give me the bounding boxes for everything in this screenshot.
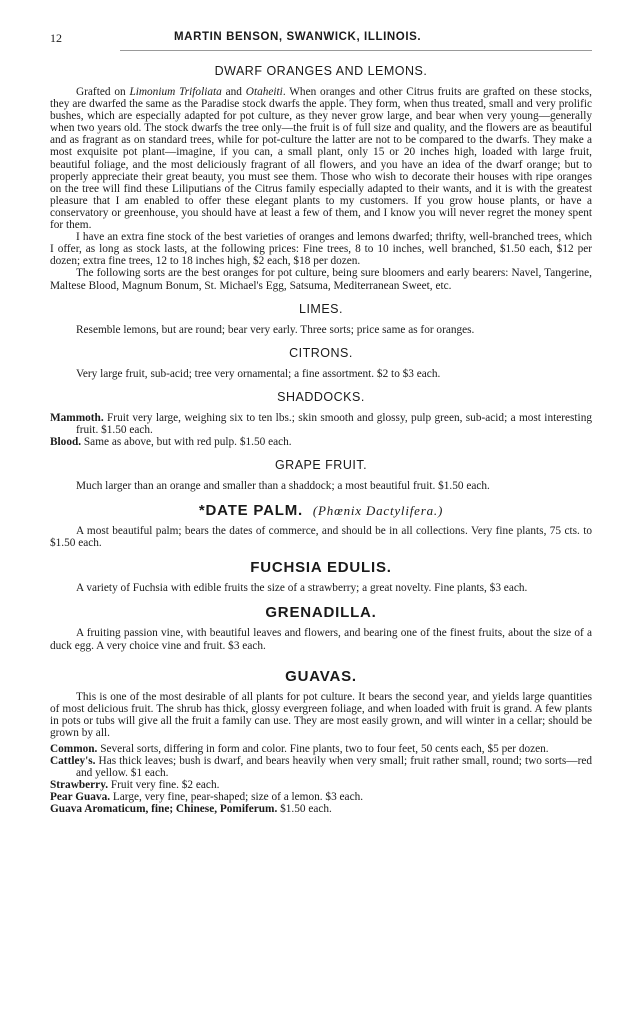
guava-strawberry: Strawberry. Fruit very fine. $2 each. <box>50 779 220 792</box>
running-head <box>50 28 592 48</box>
limes-heading: LIMES. <box>299 301 343 316</box>
citrons-text: Very large fruit, sub-acid; tree very ornamental; a fine assortment. $2 to $3 each. <box>76 367 441 380</box>
guava-common: Common. Several sorts, differing in form and color. Fine plants, two to four feet, 50 cents each, $5 per dozen. <box>50 743 549 755</box>
shaddocks-heading: SHADDOCKS. <box>277 389 365 404</box>
guavas-heading: GUAVAS. <box>285 667 357 685</box>
fuchsia-heading: FUCHSIA EDULIS. <box>250 559 392 577</box>
guavas-intro: This is one of the most desirable of all plants for pot culture. It bears the second year, and yields large quantities of most delicious fruit. The shrub has thick, glossy evergreen foliage, and when loaded with fruit is grand. A few plants in pots or tubs will give all the fruit a family can use. They are most easily grown, and will winter in a cellar; should be grown by all. <box>50 690 592 739</box>
grenadilla-text: A fruiting passion vine, with beautiful leaves and flowers, and bearing one of the finest fruits, about the size of a duck egg. A very choice vine and fruit. $3 each. <box>50 627 592 652</box>
shaddock-blood: Blood. Same as above, but with red pulp. $1.50 each. <box>50 435 292 448</box>
dwarf-oranges-intro: Grafted on Limonium Trifoliata and Otaheiti. When oranges and other Citrus fruits are grafted on these stocks, they are dwarfed the same as the Paradise stock dwarfs the apple. They form, when thus treated, small and very prolific bushes, which are especially adapted for pot culture, as they never grow large, and bear when very young—generally when two years old. The stock dwarfs the tree only—the fruit is of full size and quality, and the flowers are as beautiful and as fragrant as on standard trees, while for pot-culture the latter are not to be compared to the dwarfs. They make a most exquisite pot plant—imagine, if you can, a small plant, only 15 or 20 inches high, loaded with large fruit, beautiful foliage, and the most deliciously fragrant of all flowers, and you have an idea of the dwarf orange; but to properly appreciate their great beauty, you must see them. Those who wish to decorate their houses with ripe oranges on the tree will find these Liliputians of the Citrus family especially adapted to their wants, and it is with the greatest pleasure that I am enabled to offer these elegant plants to my customers. If you grow house plants, or have a conservatory or greenhouse, you should have at least a few of them, and I know you will never regret the money spent for them. <box>50 86 592 232</box>
guava-aromaticum: Guava Aromaticum, fine; Chinese, Pomiferum. $1.50 each. <box>50 803 332 816</box>
guava-pear: Pear Guava. Large, very fine, pear-shaped; size of a lemon. $3 each. <box>50 791 364 804</box>
dwarf-oranges-prices: I have an extra fine stock of the best varieties of oranges and lemons dwarfed; thrifty, well-branched trees, which I offer, as long as stock lasts, at the following prices: Fine trees, 8 to 10 inches, well branched, $1.50 each, $12 per dozen; extra fine trees, 12 to 18 inches high, $2 each, $18 per dozen. <box>50 231 592 268</box>
catalog-page <box>50 28 592 816</box>
limes-text: Resemble lemons, but are round; bear very early. Three sorts; price same as for oranges. <box>76 323 475 336</box>
date-palm-text: A most beautiful palm; bears the dates of commerce, and should be in all collections. Very fine plants, 75 cts. to $1.50 each. <box>50 525 592 550</box>
dwarf-oranges-sorts: The following sorts are the best oranges for pot culture, being sure bloomers and early bearers: Navel, Tangerine, Maltese Blood, Magnum Bonum, St. Michael's Egg, Satsuma, Mediterranean Sweet, etc. <box>50 267 592 292</box>
guava-cattleys: Cattley's. Has thick leaves; bush is dwarf, and bears heavily when very small; fruit rather small, round; two sorts—red and yellow. $1 each. <box>50 755 592 780</box>
shaddock-mammoth: Mammoth. Fruit very large, weighing six to ten lbs.; skin smooth and glossy, pulp green, sub-acid; a most interesting fruit. $1.50 each. <box>50 411 592 436</box>
page-number: 12 <box>50 31 62 45</box>
grape-fruit-text: Much larger than an orange and smaller than a shaddock; a most beautiful fruit. $1.50 each. <box>76 480 490 493</box>
date-palm-heading: *DATE PALM. (Phœnix Dactylifera.) <box>198 502 444 520</box>
citrons-heading: CITRONS. <box>289 345 353 360</box>
page-header-title: MARTIN BENSON, SWANWICK, ILLINOIS. <box>174 31 422 43</box>
header-rule <box>120 50 592 51</box>
dwarf-oranges-heading: DWARF ORANGES AND LEMONS. <box>214 64 428 78</box>
fuchsia-text: A variety of Fuchsia with edible fruits the size of a strawberry; a great novelty. Fine plants, $3 each. <box>76 582 528 595</box>
grape-fruit-heading: GRAPE FRUIT. <box>274 458 368 473</box>
grenadilla-heading: GRENADILLA. <box>265 604 377 622</box>
